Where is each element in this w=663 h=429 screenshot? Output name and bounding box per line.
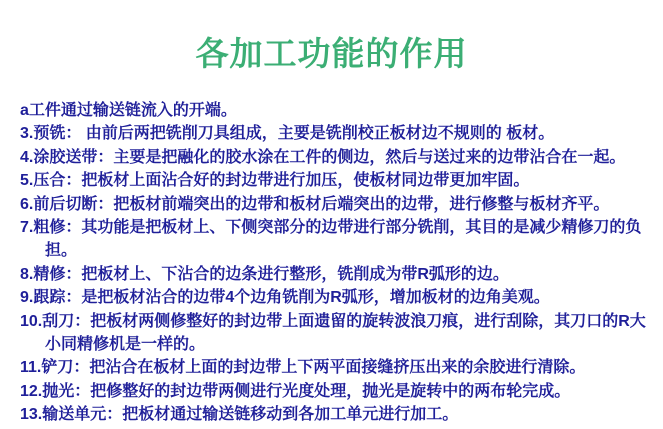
list-item: a工件通过输送链流入的开端。 bbox=[20, 102, 237, 119]
list-item: 6.前后切断：把板材前端突出的边带和板材后端突出的边带，进行修整与板材齐平。 bbox=[20, 195, 610, 213]
body-text-block bbox=[20, 99, 657, 427]
page-title: 各加工功能的作用 bbox=[195, 35, 468, 72]
list-item: 3.预铣： 由前后两把铣削刀具组成，主要是铣削校正板材边不规则的 板材。 bbox=[20, 125, 555, 143]
list-item: 8.精修：把板材上、下沾合的边条进行整形，铣削成为带R弧形的边。 bbox=[20, 265, 509, 283]
list-item: 11.铲刀：把沾合在板材上面的封边带上下两平面接缝挤压出来的余胶进行清除。 bbox=[20, 359, 586, 377]
list-item: 7.粗修：其功能是把板材上、下侧突部分的边带进行部分铣削，其目的是减少精修刀的负担。 bbox=[20, 219, 642, 260]
list-item: 9.跟踪：是把板材沾合的边带4个边角铣削为R弧形，增加板材的边角美观。 bbox=[20, 289, 550, 307]
list-item: 12.抛光：把修整好的封边带两侧进行光度处理，抛光是旋转中的两布轮完成。 bbox=[20, 382, 571, 400]
list-item: 10.刮刀：把板材两侧修整好的封边带上面遗留的旋转波浪刀痕，进行刮除，其刀口的R大小同精修机是一样的。 bbox=[20, 312, 646, 354]
list-item: 5.压合：把板材上面沾合好的封边带进行加压，使板材同边带更加牢固。 bbox=[20, 172, 530, 190]
list-item: 13.输送单元：把板材通过输送链移动到各加工单元进行加工。 bbox=[20, 406, 459, 424]
list-item: 4.涂胶送带：主要是把融化的胶水涂在工件的侧边，然后与送过来的边带沾合在一起。 bbox=[20, 148, 626, 166]
